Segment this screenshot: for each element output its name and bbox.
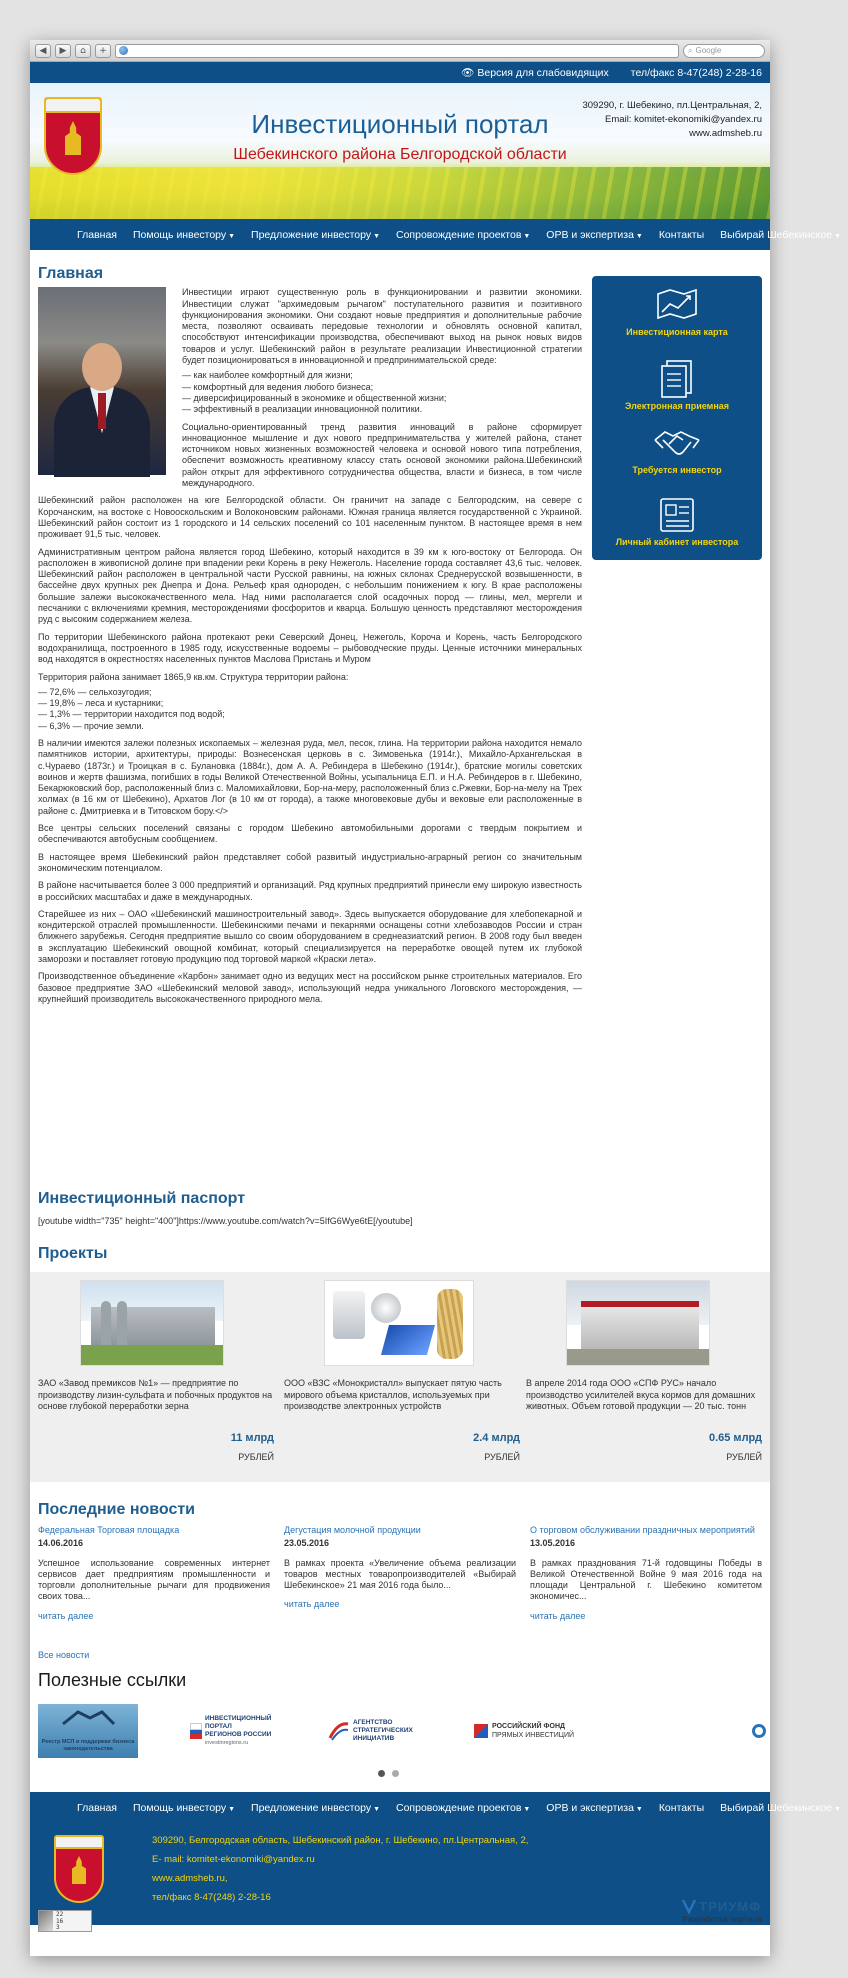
magnifier-icon: ⌕ [688,45,693,55]
project-currency: РУБЛЕЙ [238,1452,274,1462]
list-item: — 1,3% — территории находится под водой; [38,709,225,720]
partner-logo-partial[interactable] [752,1704,768,1758]
rdif-logo[interactable]: РОССИЙСКИЙ ФОНД ПРЯМЫХ ИНВЕСТИЦИЙ [474,1704,594,1758]
nav-item[interactable]: ОРВ и экспертиза ▼ [546,228,643,241]
partner-logos-carousel [38,1704,768,1758]
map-icon [655,286,699,324]
nav-item[interactable]: Контакты [658,1801,705,1814]
paragraph: Территория района занимает 1865,9 кв.км. Структура территории района: [38,671,349,682]
back-icon[interactable]: ◀ [35,44,51,58]
msp-registry-logo[interactable]: Реестр МСП и поддержки бизнеса законодательства [38,1704,138,1758]
footer-phone: тел/факс 8-47(248) 2-28-16 [152,1892,271,1903]
caret-down-icon: ▼ [633,232,643,240]
all-news-link[interactable]: Все новости [38,1650,90,1660]
news-item: Федеральная Торговая площадка 14.06.2016 Успешное использование современных интернет сервисов дает предприятиям промышленности и торговли дополнительные рычаги для продвижения своих това... читать далее [38,1525,270,1621]
carousel-dot[interactable] [392,1770,399,1777]
intro-paragraph: Инвестиции играют существенную роль в функционировании и развитии экономики. Инвестиции служат "архимедовым рычагом" поступательного развития и позитивного функционирования экономики. Они создают новые предприятия и дополнительные рабочие места, позволяют осваивать передовые технологии и обновлять основной капитал, способствуют интенсификации производства, обеспечивают выход на рынок новых видов товаров и услуг. Шебекинский район в результате реализации Инвестиционной стратегии будет позиционироваться в инновационной и предпринимательской среде: [182,287,582,366]
home-icon[interactable]: ⌂ [75,44,91,58]
section-title: Инвестиционный паспорт [38,1190,246,1207]
caret-down-icon: ▼ [832,232,841,240]
handshake-icon [655,424,699,462]
projects-section [30,1272,770,1482]
paragraph: В районе насчитывается более 3 000 предприятий и организаций. Ряд крупных предприятий принесли ему широкую известность в российских масштабах и даже в международных. [38,880,582,902]
cabinet-icon [655,496,699,534]
caret-down-icon: ▼ [521,1805,531,1813]
sidebar-item-investment-map[interactable]: Инвестиционная карта [592,286,762,352]
passport-section [38,1190,413,1226]
paragraph: Социально-ориентированный тренд развития инноваций в районе сформирует инновационное мышление и дух нового предпринимательства у жителей района, станет источником новых жизненных возможностей человека и основой нового типа потребления, обеспечит возможность креативному классу стать основой экономики района.Шебекинский район открыт для эффективного сотрудничества общества, власти и бизнеса, в том числе международного. [182,421,582,489]
visit-counter[interactable]: 22 16 3 [38,1910,92,1932]
read-more-link[interactable]: читать далее [284,1599,340,1610]
page-title: Главная [38,265,104,282]
list-item: — 6,3% — прочие земли. [38,720,144,731]
paragraph: Старейшее из них – ОАО «Шебекинский машиностроительный завод». Здесь выпускается оборудование для хлебопекарной и кондитерской отраслей промышленности. Шебекинскими печами и пекарнями оснащены сотни хлебозаводов России и стран ближнего зарубежья. Сегодня предприятие вышло со своим оборудованием в среднеазиатский регион. В 2008 году был введен в эксплуатацию Шебекинский овощной комбинат, который специализируется на переработке овощей путем их глубокой заморозки и поставляет готовую продукцию под торговой маркой «Краски лета». [38,908,582,965]
sidebar-item-investor-wanted[interactable]: Требуется инвестор [592,424,762,490]
caret-down-icon: ▼ [371,1805,380,1813]
forward-icon[interactable]: ▶ [55,44,71,58]
paragraph: По территории Шебекинского района протекают реки Северский Донец, Нежеголь, Короча и Корень, часть Белгородского водохранилища, построенного в 1985 году, искусственные водоемы – рыбоводческие пруды. Ценные источники минеральных вод находятся в окрестностях населенных пунктов Маслова Пристань и Муром [38,631,582,665]
list-item: — эффективный в реализации инновационной политики. [182,404,423,415]
footer-contacts [152,1831,528,1907]
carousel-dots [378,1770,399,1777]
read-more-link[interactable]: читать далее [530,1610,586,1621]
site-footer [30,1823,770,1925]
footer-site[interactable]: www.admsheb.ru, [152,1873,228,1884]
asi-logo[interactable]: АГЕНТСТВО СТРАТЕГИЧЕСКИХ ИНИЦИАТИВ [328,1704,438,1758]
project-currency: РУБЛЕЙ [726,1452,762,1462]
top-phone: тел/факс 8-47(248) 2-28-16 [630,66,762,79]
list-item: — как наиболее комфортный для жизни; [182,370,353,381]
sidebar-item-e-reception[interactable]: Электронная приемная [592,360,762,426]
paragraph: Производственное объединение «Карбон» занимает одно из ведущих мест на российском рынке строительных материалов. Его базовое предприятие ЗАО «Шебекинский меловой завод», использующий недра уникального Логовского месторождения, — крупнейший производитель высококачественного природного мела. [38,971,582,1004]
paragraph: Административным центром района является город Шебекино, который находится в 39 км к юго-востоку от Белгорода. Он расположен в живописной долине при впадении реки Корень в реку Нежеголь. Население города составляет 43,6 тыс. человек. Шебекинский район расположен в центральной части Русской равнины, на южных склонах Среднерусской возвышенности, в бассейне двух крупных рек Днепра и Дона. Рельеф края однороден, с небольшим понижением к югу. В крае расположены большие залежи высококачественного мела. Над ними располагается слой осадочных пород — глины, мел, мергели и песчаники с включениями кремния, месторождениями фосфоритов и кварца. Большую ценность представляют месторождения руд с высоким содержанием железа. [38,546,582,625]
counter-icon [39,1911,53,1931]
sidebar-item-investor-cabinet[interactable]: Личный кабинет инвестора [592,496,762,562]
caret-down-icon: ▼ [226,1805,236,1813]
quick-links-panel [592,276,762,560]
project-card[interactable]: ЗАО «Завод премиксов №1» — предприятие по производству лизин-сульфата и побочных продуктов на основе глубокой переработки зерна 11 млрд РУБЛЕЙ [38,1280,274,1413]
nav-item[interactable]: Сопровождение проектов ▼ [396,228,531,241]
project-value: 11 млрд [230,1432,274,1444]
document-icon [655,360,699,398]
list-item: — 19,8% – леса и кустарники; [38,698,164,709]
coat-of-arms-logo [54,1835,104,1903]
header-site[interactable]: www.admsheb.ru [689,128,762,139]
paragraph: В наличии имеются залежи полезных ископаемых – железная руда, мел, песок, глина. На территории района находится немало памятников истории, архитектуры, природы: Вознесенская церковь в с. Зимовенька (1914г.), Михайло-Архангельская в с.Чураево (1873г.) и Троицкая в с. Булановка (1884г.), дом А. А. Ребиндера в Шебекино (1914г.), братские могилы советских воинов и жертв фашизма, погибших в годы Великой Отечественной Войны, усыпальница Е.П. и Н.А. Ребиндеров в г. Шебекино, Бекарюковский бор, расположенный близ с. Маломихайловки, Бор-на-меру, расположенный близ с.Ржевки, Бор-на-мелу на Трех холмах (в 16 км от Шебекино), Архатов Лог (в 10 км от города), а также многовековые дубы и вековые ели расположенные в районе с. Дмитриевка и в Титовском бору.</> [38,737,582,816]
eye-icon: 👁 [461,67,475,79]
nav-item[interactable]: Помощь инвестору ▼ [132,228,236,241]
project-currency: РУБЛЕЙ [484,1452,520,1462]
paragraph: Все центры сельских поселений связаны с городом Шебекино автомобильными дорогами с твердым покрытием и обеспечиваются автобусным сообщением. [38,823,582,845]
nav-item[interactable]: Помощь инвестору ▼ [132,1801,236,1814]
video-embed-code: [youtube width="735" height="400"]https://www.youtube.com/watch?v=5IfG6Wye6tE[/youtube] [38,1216,413,1226]
footer-email[interactable]: E- mail: komitet-ekonomiki@yandex.ru [152,1854,315,1865]
list-item: — 72,6% — сельхозугодия; [38,686,152,697]
section-title: Проекты [38,1245,108,1262]
header-email[interactable]: Email: komitet-ekonomiki@yandex.ru [605,114,762,125]
territory-list [38,687,582,732]
read-more-link[interactable]: читать далее [38,1610,94,1621]
nav-item[interactable]: Сопровождение проектов ▼ [396,1801,531,1814]
plant-image [80,1280,224,1366]
list-item: — комфортный для ведения любого бизнеса; [182,381,374,392]
official-photo [38,287,166,475]
section-title: Полезные ссылки [38,1670,187,1690]
site-subtitle: Шебекинского района Белгородской области [233,146,567,163]
main-article [38,265,582,1011]
section-title: Последние новости [38,1501,196,1518]
factory-image [566,1280,710,1366]
paragraph: В настоящее время Шебекинский район представляет собой развитый индустриально-аграрный регион со значительным экономическим потенциалом. [38,851,582,873]
triumf-logo-icon [682,1898,696,1914]
footer-nav [30,1792,841,1823]
news-item: О торговом обслуживании праздничных мероприятий 13.05.2016 В рамках празднования 71-й годовщины Победы в Великой Отечественной Войне 9 мая 2016 года на площади Центральной г. Шебекино комитетом экономичес... читать далее [530,1525,762,1621]
carousel-dot[interactable] [378,1770,385,1777]
nav-item[interactable]: Контакты [658,228,705,241]
site-title: Инвестиционный портал [251,109,549,139]
invest-regions-logo[interactable]: ИНВЕСТИЦИОННЫЙ ПОРТАЛ РЕГИОНОВ РОССИИ investinregions.ru [190,1704,300,1758]
accessibility-link[interactable]: 👁 Версия для слабовидящих [461,66,609,79]
nav-item[interactable]: ОРВ и экспертиза ▼ [546,1801,643,1814]
caret-down-icon: ▼ [832,1805,841,1813]
search-input[interactable]: ⌕ Google [683,44,765,58]
developer-credit[interactable]: ТРИУМФ Разработка портала [682,1898,762,1924]
footer-address: 309290, Белгородская область, Шебекинский район, г. Шебекино, пл.Центральная, 2, [152,1835,529,1846]
add-tab-icon[interactable]: + [95,44,111,58]
nav-item[interactable]: Главная [77,228,117,241]
page-content [30,40,841,1956]
project-value: 2.4 млрд [473,1432,520,1444]
bottom-bar [30,1925,770,1956]
list-item: — диверсифицированный в экономике и общественной жизни; [182,392,447,403]
browser-window [30,40,841,1956]
project-card[interactable]: В апреле 2014 года ООО «СПФ РУС» начало производство усилителей вкуса кормов для домашних животных. Объем готовой продукции — 20 тыс. тонн 0.65 млрд РУБЛЕЙ [526,1280,762,1413]
nav-item[interactable]: Выбирай Шебекинское ▼ [720,1801,841,1814]
nav-item[interactable]: Главная [77,1801,117,1814]
nav-item[interactable]: Предложение инвестору ▼ [251,1801,380,1814]
caret-down-icon: ▼ [371,232,380,240]
nav-item[interactable]: Предложение инвестору ▼ [251,228,380,241]
header-address: 309290, г. Шебекино, пл.Центральная, 2, [582,100,762,111]
paragraph: Шебекинский район расположен на юге Белгородской области. Он граничит на западе с Белгородским, на севере с Корочанским, на востоке с Новооскольским и Волоконовским районами. Южная граница является государственной с Украиной. Шебекинский район состоит из 1 городского и 14 сельских поселений со 101 населенным пунктом. В настоящее время в нем проживает 91,5 тыс. человек. [38,495,582,540]
crystal-image [324,1280,474,1366]
project-value: 0.65 млрд [708,1432,762,1444]
caret-down-icon: ▼ [226,232,236,240]
nav-item[interactable]: Выбирай Шебекинское ▼ [720,228,841,241]
news-item: Дегустация молочной продукции 23.05.2016 В рамках проекта «Увеличение объема реализации товаров местных товаропроизводителей «Выбирай Шебекинское» 21 мая 2016 года было... читать далее [284,1525,516,1610]
caret-down-icon: ▼ [633,1805,643,1813]
project-card[interactable]: ООО «ВЗС «Монокристалл» выпускает пятую часть мирового объема кристаллов, используемых при производстве электронных устройств 2.4 млрд РУБЛЕЙ [284,1280,520,1413]
caret-down-icon: ▼ [521,232,531,240]
